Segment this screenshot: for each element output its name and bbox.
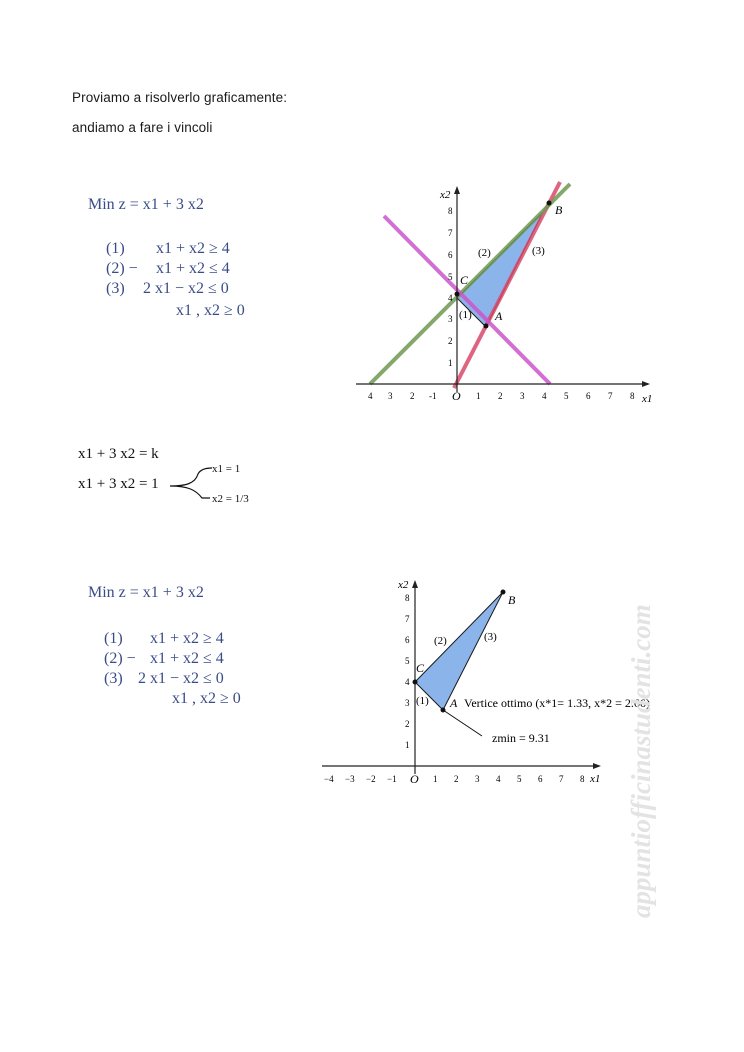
x-tick: 3: [520, 391, 525, 401]
graph-1: [350, 178, 660, 412]
x-axis-arrow: [642, 381, 650, 387]
constraint-3-num: (3): [104, 670, 123, 687]
x-ticks: [324, 774, 585, 784]
x-tick: 8: [580, 774, 585, 784]
x-tick: 5: [517, 774, 522, 784]
label-3: (3): [532, 245, 545, 257]
x-tick: 2: [410, 391, 415, 401]
x-tick: 2: [498, 391, 503, 401]
point-A: [484, 324, 489, 329]
point-B: [501, 590, 506, 595]
label-2: (2): [434, 635, 447, 647]
y-tick: 5: [448, 272, 453, 282]
x-label: x1: [642, 393, 653, 405]
label-B: B: [508, 593, 516, 607]
y-tick: 6: [405, 635, 410, 645]
paragraph-intro: Proviamo a risolverlo graficamente:: [72, 90, 288, 105]
hand-line-2: x1 + 3 x2 = 1: [78, 476, 159, 492]
y-tick: 8: [405, 593, 410, 603]
point-B: [547, 201, 552, 206]
constraint-2-num: (2) −: [104, 650, 136, 667]
x-tick: 4: [368, 391, 373, 401]
x-tick: 8: [630, 391, 635, 401]
y-tick: 5: [405, 656, 410, 666]
x-label: x1: [590, 773, 601, 785]
constraint-2-num: (2) −: [106, 260, 138, 277]
y-tick: 7: [405, 614, 410, 624]
x-tick: 1: [476, 391, 481, 401]
x-tick: 6: [586, 391, 591, 401]
handwritten-notes: [70, 440, 270, 510]
x-tick: 6: [538, 774, 543, 784]
y-tick: 6: [448, 250, 453, 260]
constraint-2: x1 + x2 ≤ 4: [156, 260, 230, 277]
y-axis-arrow: [454, 186, 460, 194]
nonneg: x1 , x2 ≥ 0: [176, 302, 245, 319]
constraint-1: x1 + x2 ≥ 4: [150, 630, 224, 647]
label-A: A: [495, 309, 503, 323]
hand-branch-arrows: [170, 468, 212, 498]
y-tick: 1: [405, 740, 410, 750]
label-1: (1): [459, 309, 472, 321]
y-tick: 7: [448, 228, 453, 238]
constraint-2: x1 + x2 ≤ 4: [150, 650, 224, 667]
y-ticks: [405, 593, 410, 750]
y-tick: 1: [448, 358, 453, 368]
x-tick: −2: [366, 774, 376, 784]
lp-model-2: [88, 584, 288, 714]
label-B: B: [555, 203, 563, 217]
point-C: [455, 292, 460, 297]
x-tick: 4: [542, 391, 547, 401]
x-tick: 7: [559, 774, 564, 784]
objective: Min z = x1 + 3 x2: [88, 196, 204, 213]
x-tick: 5: [564, 391, 569, 401]
constraint-3: 2 x1 − x2 ≤ 0: [143, 280, 229, 297]
x-axis-arrow: [593, 763, 601, 769]
watermark: [620, 540, 660, 920]
constraint-1: x1 + x2 ≥ 4: [156, 240, 230, 257]
feasible-region: [415, 592, 503, 710]
x-tick: 3: [475, 774, 480, 784]
label-A: A: [450, 696, 458, 710]
x-tick: 7: [608, 391, 613, 401]
x-tick: −3: [345, 774, 355, 784]
vertex-text: Vertice ottimo (x*1= 1.33, x*2 = 2.66): [464, 696, 650, 710]
label-2: (2): [478, 247, 491, 259]
x-ticks: [368, 391, 635, 401]
x-tick: 2: [454, 774, 459, 784]
x-tick: −4: [324, 774, 334, 784]
label-3: (3): [484, 631, 497, 643]
origin-label: O: [452, 389, 461, 403]
constraint-1-num: (1): [104, 630, 123, 647]
y-tick: 4: [448, 293, 453, 303]
y-tick: 4: [405, 677, 410, 687]
constraint-3: 2 x1 − x2 ≤ 0: [138, 670, 224, 687]
x-tick: 3: [388, 391, 393, 401]
x-tick: 4: [496, 774, 501, 784]
constraint-1-num: (1): [106, 240, 125, 257]
zmin-pointer: [443, 710, 482, 736]
y-axis-arrow: [412, 580, 418, 588]
label-C: C: [416, 661, 425, 675]
x-tick: 1: [433, 774, 438, 784]
objective: Min z = x1 + 3 x2: [88, 584, 204, 601]
y-label: x2: [398, 579, 409, 591]
nonneg: x1 , x2 ≥ 0: [172, 690, 241, 707]
y-tick: 8: [448, 206, 453, 216]
hand-line-1: x1 + 3 x2 = k: [78, 446, 159, 462]
x-tick: -1: [429, 391, 437, 401]
y-tick: 2: [448, 336, 453, 346]
y-tick: 2: [405, 719, 410, 729]
hand-branch-2: x2 = 1/3: [212, 493, 249, 505]
hand-branch-1: x1 = 1: [212, 463, 241, 475]
lp-model-1: [88, 196, 288, 326]
point-C: [413, 680, 418, 685]
y-tick: 3: [405, 698, 410, 708]
y-label: x2: [440, 189, 451, 201]
paragraph-constraints: andiamo a fare i vincoli: [72, 120, 213, 135]
label-C: C: [460, 273, 469, 287]
y-tick: 3: [448, 314, 453, 324]
zmin-text: zmin = 9.31: [492, 731, 550, 745]
watermark-text: appuntiofficinastudenti.com: [626, 604, 656, 918]
label-1: (1): [416, 695, 429, 707]
origin-label: O: [410, 772, 419, 786]
constraint-3-num: (3): [106, 280, 125, 297]
x-tick: −1: [387, 774, 397, 784]
